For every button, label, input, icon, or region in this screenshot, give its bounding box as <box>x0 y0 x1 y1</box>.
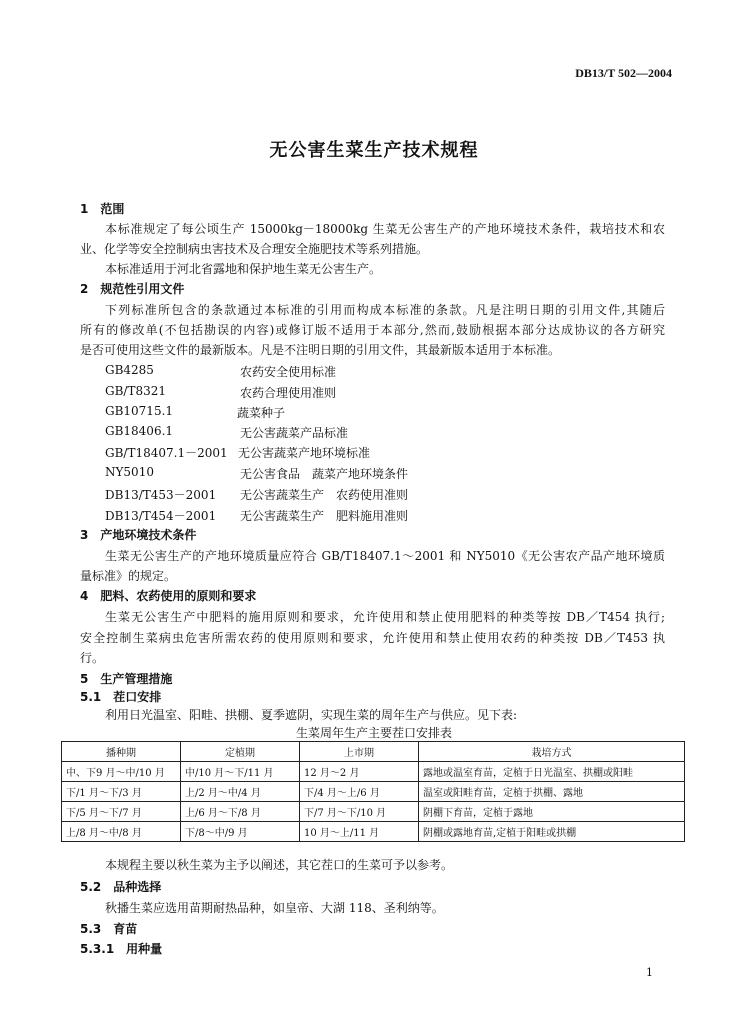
section-5-2-paragraph: 秋播生菜应选用苗期耐热品种，如皇帝、大湖 118、圣利纳等。 <box>105 901 444 915</box>
section-5-1-heading: 5.1 茬口安排 <box>80 690 162 704</box>
reference-code: DB13/T453－2001 <box>105 488 217 502</box>
section-5-1-paragraph: 利用日光温室、阳畦、拱棚、夏季遮阴，实现生菜的周年生产与供应。见下表: <box>105 708 518 722</box>
column-header: 栽培方式 <box>419 742 685 762</box>
table-cell: 中、下9 月～中/10 月 <box>62 762 181 782</box>
section-3-heading: 3 产地环境技术条件 <box>80 528 197 542</box>
table-cell: 阴棚或露地育苗,定植于阳畦或拱棚 <box>419 822 685 842</box>
section-2-heading: 2 规范性引用文件 <box>80 282 185 296</box>
reference-code: GB18406.1 <box>105 424 174 438</box>
reference-title: 无公害蔬菜产地环境标准 <box>238 446 371 460</box>
reference-code: GB/T18407.1－2001 <box>105 446 228 460</box>
table-row <box>62 782 685 802</box>
section-4-heading: 4 肥料、农药使用的原则和要求 <box>80 589 257 603</box>
reference-title: 蔬菜种子 <box>237 406 286 420</box>
table-cell: 10 月～上/11 月 <box>300 822 419 842</box>
section-2-paragraph-end: 是否可使用这些文件的最新版本。凡是不注明日期的引用文件，其最新版本适用于本标准。 <box>80 343 561 357</box>
table-cell: 12 月～2 月 <box>300 762 419 782</box>
section-3-paragraph: 生菜无公害生产的产地环境质量应符合 GB/T18407.1～2001 和 NY5010《无公害农产品产地环境质 <box>105 549 665 563</box>
table-cell: 露地或温室育苗，定植于日光温室、拱棚或阳畦 <box>419 762 685 782</box>
section-1-scope: 本标准适用于河北省露地和保护地生菜无公害生产。 <box>105 262 382 276</box>
table-cell: 阴棚下育苗，定植于露地 <box>419 802 685 822</box>
section-3-paragraph-cont: 量标准》的规定。 <box>80 569 177 583</box>
reference-code: GB/T8321 <box>105 384 166 398</box>
document-title: 无公害生菜生产技术规程 <box>269 140 479 161</box>
reference-title: 无公害食品 蔬菜产地环境条件 <box>240 467 409 481</box>
reference-title: 农药安全使用标准 <box>240 365 337 379</box>
page-number: 1 <box>646 966 653 979</box>
table-cell: 上/6 月～下/8 月 <box>181 802 300 822</box>
table-row <box>62 762 685 782</box>
section-1-paragraph-cont: 业、化学等安全控制病虫害技术及合理安全施肥技术等系列措施。 <box>80 242 429 256</box>
section-1-heading: 1 范围 <box>80 202 125 216</box>
table-row <box>62 802 685 822</box>
section-5-heading: 5 生产管理措施 <box>80 672 173 686</box>
section-2-paragraph-cont: 所有的修改单(不包括勘误的内容)或修订版不适用于本部分,然而,鼓励根据本部分达成协议的各方研究 <box>80 323 665 337</box>
table-cell: 下/7 月～下/10 月 <box>300 802 419 822</box>
reference-code: GB4285 <box>105 363 154 377</box>
table-cell: 上/8 月～中/8 月 <box>62 822 181 842</box>
table-row <box>62 822 685 842</box>
table-cell: 温室或阳畦育苗，定植于拱棚、露地 <box>419 782 685 802</box>
document-number: DB13/T 502—2004 <box>575 66 672 80</box>
column-header: 上市期 <box>300 742 419 762</box>
reference-title: 无公害蔬菜生产 肥料施用准则 <box>240 509 409 523</box>
section-4-paragraph-end: 行。 <box>80 651 105 665</box>
table-cell: 下/4 月～上/6 月 <box>300 782 419 802</box>
table-header-row <box>62 742 685 762</box>
table-cell: 中/10 月～下/11 月 <box>181 762 300 782</box>
reference-code: DB13/T454－2001 <box>105 509 217 523</box>
reference-title: 农药合理使用准则 <box>240 386 337 400</box>
table-cell: 上/2 月～中/4 月 <box>181 782 300 802</box>
section-2-paragraph: 下列标准所包含的条款通过本标准的引用而构成本标准的条款。凡是注明日期的引用文件,其随后 <box>105 303 665 317</box>
column-header: 定植期 <box>181 742 300 762</box>
table-caption: 生菜周年生产主要茬口安排表 <box>295 726 452 740</box>
section-5-3-heading: 5.3 育苗 <box>80 922 138 936</box>
section-1-paragraph: 本标准规定了每公顷生产 15000kg－18000kg 生菜无公害生产的产地环境技术条件，栽培技术和农 <box>105 222 665 236</box>
table-note: 本规程主要以秋生菜为主予以阐述，其它茬口的生菜可予以参考。 <box>105 858 454 872</box>
cropping-schedule-table <box>61 741 685 842</box>
section-4-paragraph: 生菜无公害生产中肥料的施用原则和要求，允许使用和禁止使用肥料的种类等按 DB／T454 执行; <box>105 610 665 624</box>
column-header: 播种期 <box>62 742 181 762</box>
section-4-paragraph-cont: 安全控制生菜病虫危害所需农药的使用原则和要求，允许使用和禁止使用农药的种类按 DB／T453 执 <box>80 631 665 645</box>
reference-code: GB10715.1 <box>105 404 174 418</box>
table-cell: 下/8～中/9 月 <box>181 822 300 842</box>
table-cell: 下/5 月～下/7 月 <box>62 802 181 822</box>
reference-title: 无公害蔬菜产品标准 <box>240 426 349 440</box>
reference-code: NY5010 <box>105 465 154 479</box>
table-cell: 下/1 月～下/3 月 <box>62 782 181 802</box>
section-5-3-1-heading: 5.3.1 用种量 <box>80 942 163 956</box>
reference-title: 无公害蔬菜生产 农药使用准则 <box>240 488 409 502</box>
section-5-2-heading: 5.2 品种选择 <box>80 880 162 894</box>
